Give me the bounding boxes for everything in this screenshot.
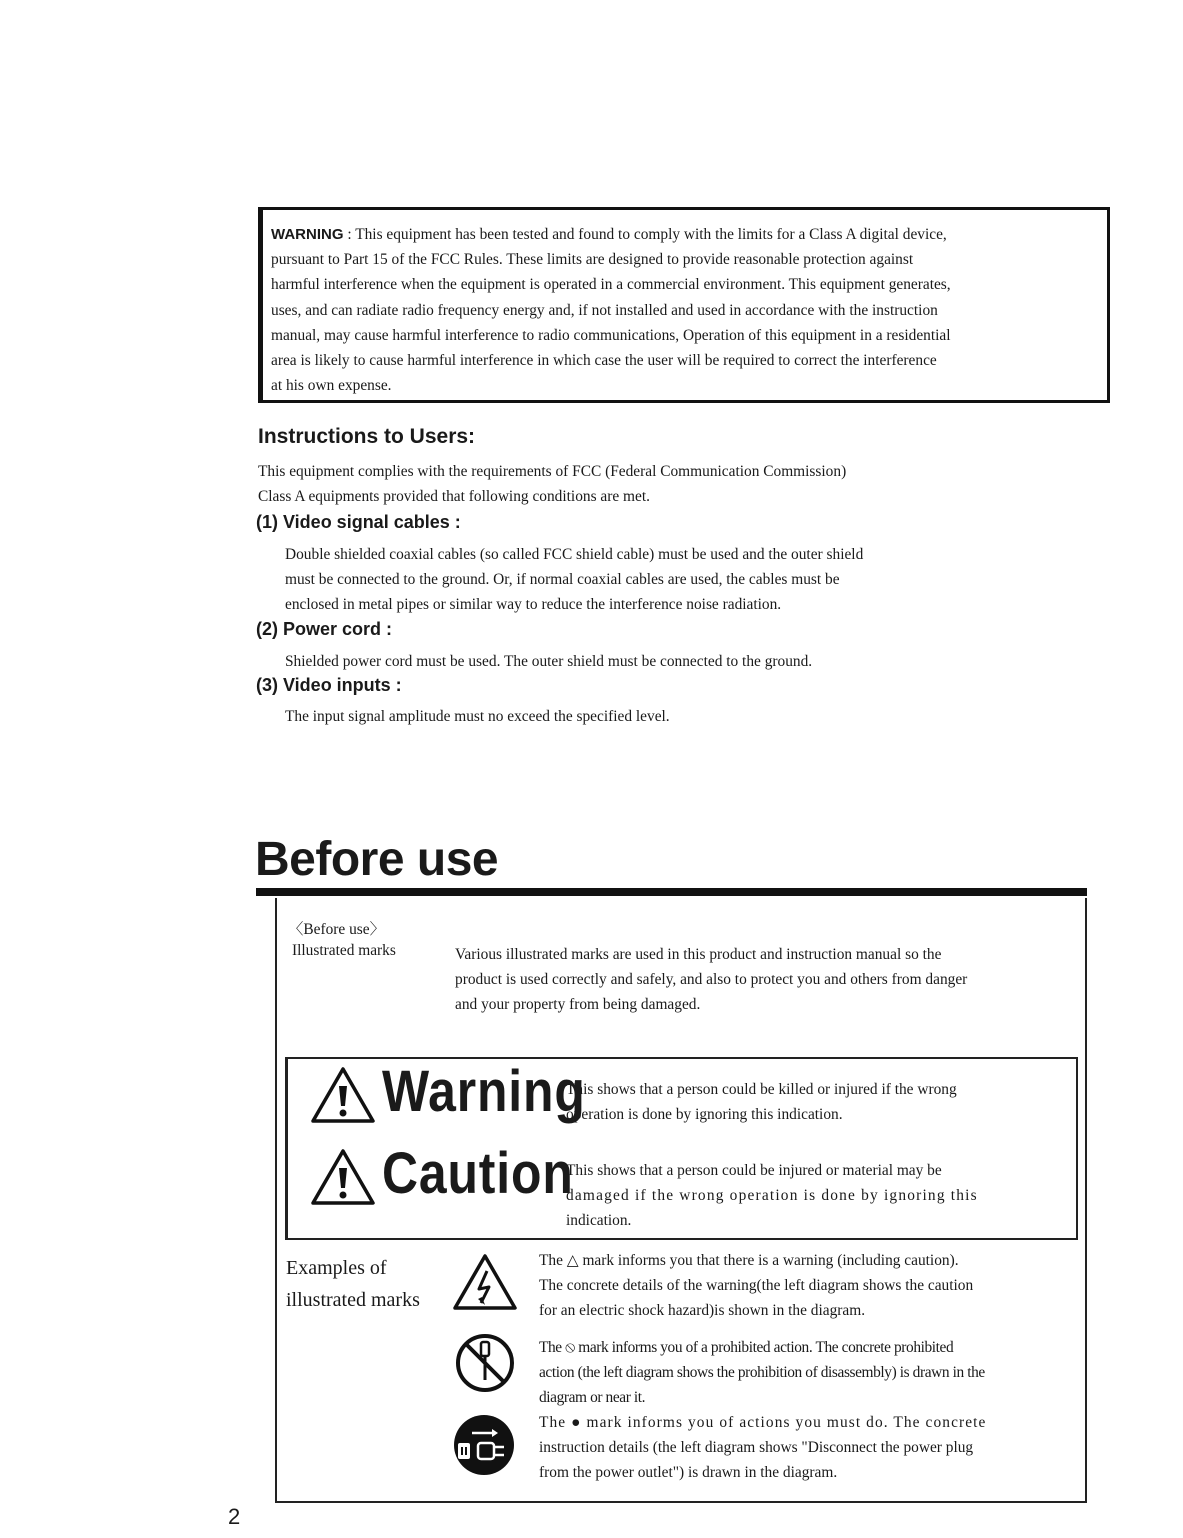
- item-1-body: Double shielded coaxial cables (so called FCC shield cable) must be used and the outer shield must be connected to the ground. Or, if normal coaxial cables are used, the cables must be enclosed in metal pipes or similar way to reduce the interference noise radiation.: [285, 546, 864, 613]
- caution-word: Caution: [382, 1141, 574, 1206]
- fcc-warning-line-7: at his own expense.: [271, 377, 392, 395]
- instructions-title: Instructions to Users:: [258, 425, 476, 448]
- fcc-warning-line-3: harmful interference when the equipment is operated in a commercial environment. This equipment generates,: [271, 276, 951, 294]
- caution-triangle-icon: [310, 1148, 376, 1206]
- example-triangle-text: The △ mark informs you that there is a warning (including caution). The concrete details of the warning(the left diagram shows the caution for an electric shock hazard)is shown in the diagram.: [539, 1252, 974, 1319]
- fcc-warning-line-2: pursuant to Part 15 of the FCC Rules. These limits are designed to provide reasonable protection against: [271, 251, 914, 269]
- title-rule: [256, 888, 1087, 896]
- example-mandatory-text: The ● mark informs you of actions you must do. The concrete instruction details (the left diagram shows "Disconnect the power plug from the power outlet") is drawn in the diagram.: [539, 1414, 987, 1481]
- before-use-title: Before use: [255, 833, 499, 886]
- item-2-heading: (2) Power cord :: [256, 619, 393, 639]
- before-use-small-label: 〈Before use〉: [288, 921, 386, 938]
- fcc-warning-line-6: area is likely to cause harmful interference in which case the user will be required to correct the interference: [271, 352, 937, 370]
- page-number: 2: [228, 1504, 241, 1529]
- warning-word: Warning: [382, 1059, 586, 1124]
- disconnect-plug-icon: [452, 1413, 516, 1477]
- warning-triangle-icon: [310, 1066, 376, 1124]
- examples-label: Examples of illustrated marks: [286, 1257, 420, 1311]
- illustrated-marks-label: Illustrated marks: [292, 942, 396, 959]
- item-2-body: Shielded power cord must be used. The outer shield must be connected to the ground.: [285, 653, 813, 670]
- no-disassembly-icon: [454, 1332, 516, 1394]
- fcc-warning-label: WARNING: [271, 226, 344, 243]
- item-3-body: The input signal amplitude must no exceed the specified level.: [285, 708, 670, 725]
- caution-description: This shows that a person could be injured or material may be damaged if the wrong operation is done by ignoring this indication.: [566, 1162, 978, 1229]
- fcc-warning-line-1: WARNING : This equipment has been tested and found to comply with the limits for a Class A digital device,: [271, 226, 947, 243]
- item-1-heading: (1) Video signal cables :: [256, 512, 461, 532]
- warning-description: This shows that a person could be killed or injured if the wrong operation is done by ignoring this indication.: [566, 1081, 957, 1123]
- item-3-heading: (3) Video inputs :: [256, 675, 402, 695]
- instructions-intro: This equipment complies with the requirements of FCC (Federal Communication Commission) Class A equipments provided that following conditions are met.: [258, 463, 847, 505]
- fcc-warning-line-4: uses, and can radiate radio frequency energy and, if not installed and used in accordance with the instruction: [271, 301, 938, 319]
- example-prohibited-text: The ⦸ mark informs you of a prohibited action. The concrete prohibited action (the left diagram shows the prohibition of disassembly) is drawn in the diagram or near it.: [539, 1339, 985, 1406]
- fcc-warning-box: [258, 207, 1110, 403]
- illustrated-marks-intro: Various illustrated marks are used in this product and instruction manual so the product is used correctly and safely, and also to protect you and others from danger and your property from being damaged.: [455, 946, 968, 1013]
- fcc-warning-line-5: manual, may cause harmful interference to radio communications, Operation of this equipment in a residential: [271, 326, 951, 344]
- electric-shock-icon: [452, 1253, 518, 1311]
